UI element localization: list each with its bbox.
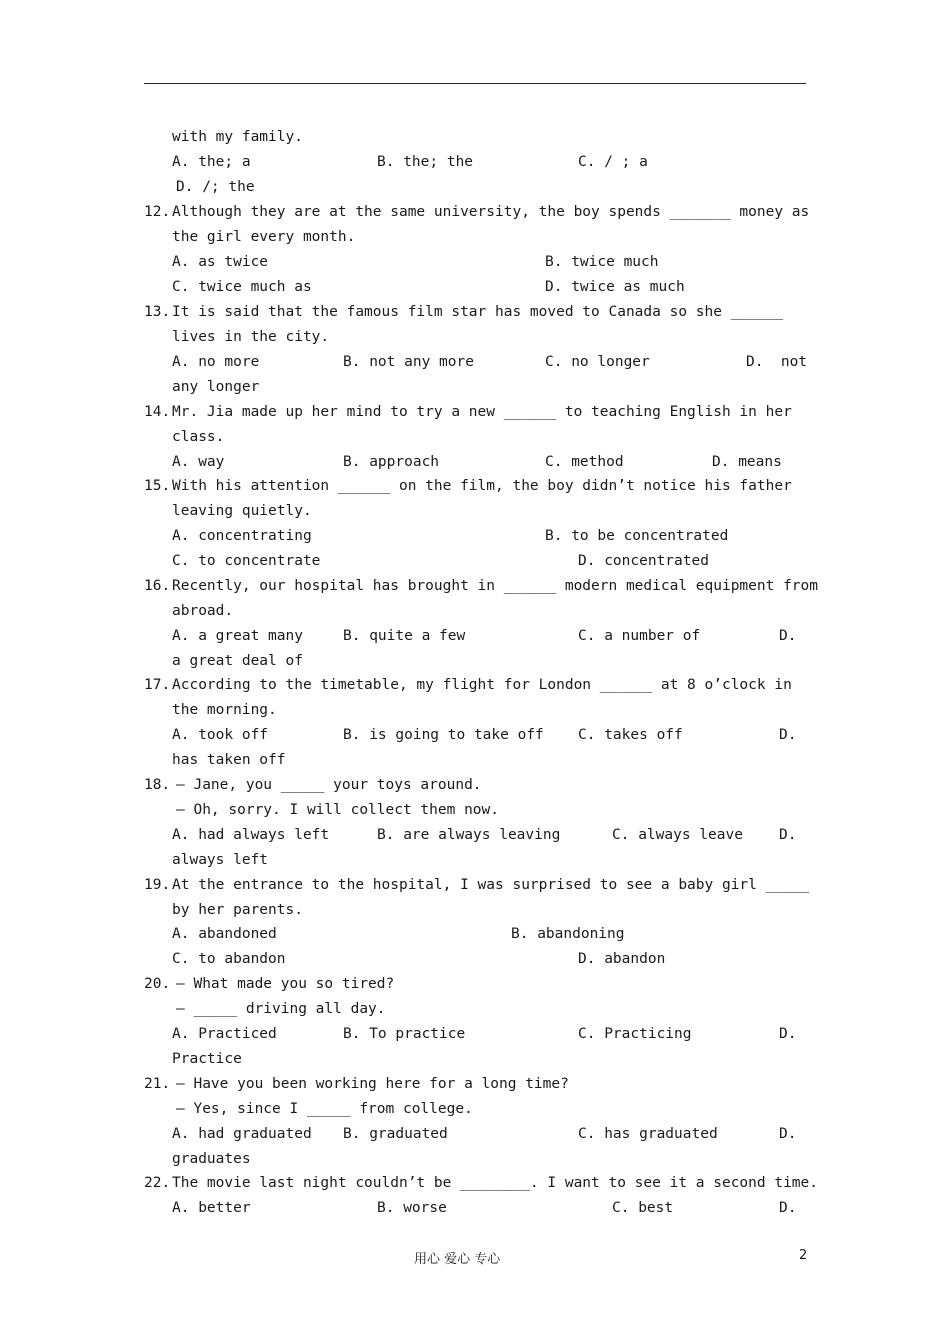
dialogue-line: – Oh, sorry. I will collect them now. xyxy=(176,802,500,818)
question-text: class. xyxy=(172,429,225,445)
question-number: 16. xyxy=(144,578,171,594)
option-a: A. had always left xyxy=(172,827,330,843)
option-b: B. to be concentrated xyxy=(545,528,729,544)
option-c: C. to concentrate xyxy=(172,553,321,569)
option-d: D. /; the xyxy=(176,179,255,195)
option-b: B. approach xyxy=(343,454,440,470)
question-number: 13. xyxy=(144,304,171,320)
option-d: D. xyxy=(779,1026,797,1042)
dialogue-line: – What made you so tired? xyxy=(176,976,395,992)
option-a: A. the; a xyxy=(172,154,251,170)
option-b: B. abandoning xyxy=(511,926,625,942)
question-number: 19. xyxy=(144,877,171,893)
option-a: A. better xyxy=(172,1200,251,1216)
option-d-continued: graduates xyxy=(172,1151,251,1167)
option-c: C. has graduated xyxy=(578,1126,718,1142)
option-d-continued: always left xyxy=(172,852,269,868)
option-c: C. always leave xyxy=(612,827,743,843)
dialogue-line: – Yes, since I _____ from college. xyxy=(176,1101,473,1117)
option-d: D. twice as much xyxy=(545,279,685,295)
question-text: Mr. Jia made up her mind to try a new ______ to teaching English in her xyxy=(172,404,792,420)
option-b: B. is going to take off xyxy=(343,727,544,743)
question-text: abroad. xyxy=(172,603,234,619)
question-text: Although they are at the same university, the boy spends _______ money as xyxy=(172,204,810,220)
option-a: A. way xyxy=(172,454,225,470)
option-d: D. xyxy=(779,827,797,843)
option-b: B. To practice xyxy=(343,1026,466,1042)
option-b: B. graduated xyxy=(343,1126,448,1142)
question-number: 22. xyxy=(144,1175,171,1191)
question-text: Recently, our hospital has brought in ______ modern medical equipment from xyxy=(172,578,819,594)
option-b: B. twice much xyxy=(545,254,659,270)
option-a: A. a great many xyxy=(172,628,303,644)
option-d: D. not xyxy=(746,354,808,370)
option-d: D. xyxy=(779,727,797,743)
option-c: C. Practicing xyxy=(578,1026,692,1042)
option-b: B. the; the xyxy=(377,154,474,170)
question-text: the morning. xyxy=(172,702,277,718)
option-c: C. a number of xyxy=(578,628,701,644)
question-number: 18. xyxy=(144,777,171,793)
question-text: According to the timetable, my flight for London ______ at 8 o’clock in xyxy=(172,677,792,693)
question-text: With his attention ______ on the film, the boy didn’t notice his father xyxy=(172,478,792,494)
option-b: B. not any more xyxy=(343,354,474,370)
question-text: the girl every month. xyxy=(172,229,356,245)
option-d-continued: has taken off xyxy=(172,752,286,768)
page-number: 2 xyxy=(799,1248,808,1263)
option-c: C. best xyxy=(612,1200,674,1216)
question-number: 15. xyxy=(144,478,171,494)
option-d-continued: any longer xyxy=(172,379,260,395)
option-b: B. worse xyxy=(377,1200,447,1216)
option-a: A. no more xyxy=(172,354,260,370)
option-a: A. took off xyxy=(172,727,269,743)
question-text: by her parents. xyxy=(172,902,303,918)
text-line: with my family. xyxy=(172,129,303,145)
dialogue-line: – Have you been working here for a long time? xyxy=(176,1076,569,1092)
question-number: 21. xyxy=(144,1076,171,1092)
option-d: D. abandon xyxy=(578,951,666,967)
option-d-continued: Practice xyxy=(172,1051,242,1067)
option-c: C. / ; a xyxy=(578,154,648,170)
question-number: 17. xyxy=(144,677,171,693)
option-a: A. abandoned xyxy=(172,926,277,942)
option-d: D. concentrated xyxy=(578,553,709,569)
option-b: B. quite a few xyxy=(343,628,466,644)
option-c: C. to abandon xyxy=(172,951,286,967)
question-text: It is said that the famous film star has moved to Canada so she ______ xyxy=(172,304,784,320)
option-d: D. xyxy=(779,628,797,644)
option-d: D. xyxy=(779,1200,797,1216)
question-text: leaving quietly. xyxy=(172,503,312,519)
dialogue-line: – _____ driving all day. xyxy=(176,1001,386,1017)
question-text: At the entrance to the hospital, I was surprised to see a baby girl _____ xyxy=(172,877,810,893)
option-d: D. means xyxy=(712,454,782,470)
option-a: A. concentrating xyxy=(172,528,312,544)
option-a: A. as twice xyxy=(172,254,269,270)
option-c: C. twice much as xyxy=(172,279,312,295)
option-a: A. had graduated xyxy=(172,1126,312,1142)
header-rule xyxy=(144,83,806,84)
question-number: 12. xyxy=(144,204,171,220)
dialogue-line: – Jane, you _____ your toys around. xyxy=(176,777,482,793)
option-b: B. are always leaving xyxy=(377,827,561,843)
option-a: A. Practiced xyxy=(172,1026,277,1042)
question-text: lives in the city. xyxy=(172,329,330,345)
option-c: C. no longer xyxy=(545,354,650,370)
page-footer: 用心 爱心 专心 xyxy=(414,1252,501,1267)
option-c: C. method xyxy=(545,454,624,470)
option-d-continued: a great deal of xyxy=(172,653,303,669)
question-number: 14. xyxy=(144,404,171,420)
question-number: 20. xyxy=(144,976,171,992)
question-text: The movie last night couldn’t be ________. I want to see it a second time. xyxy=(172,1175,819,1191)
option-d: D. xyxy=(779,1126,797,1142)
option-c: C. takes off xyxy=(578,727,683,743)
